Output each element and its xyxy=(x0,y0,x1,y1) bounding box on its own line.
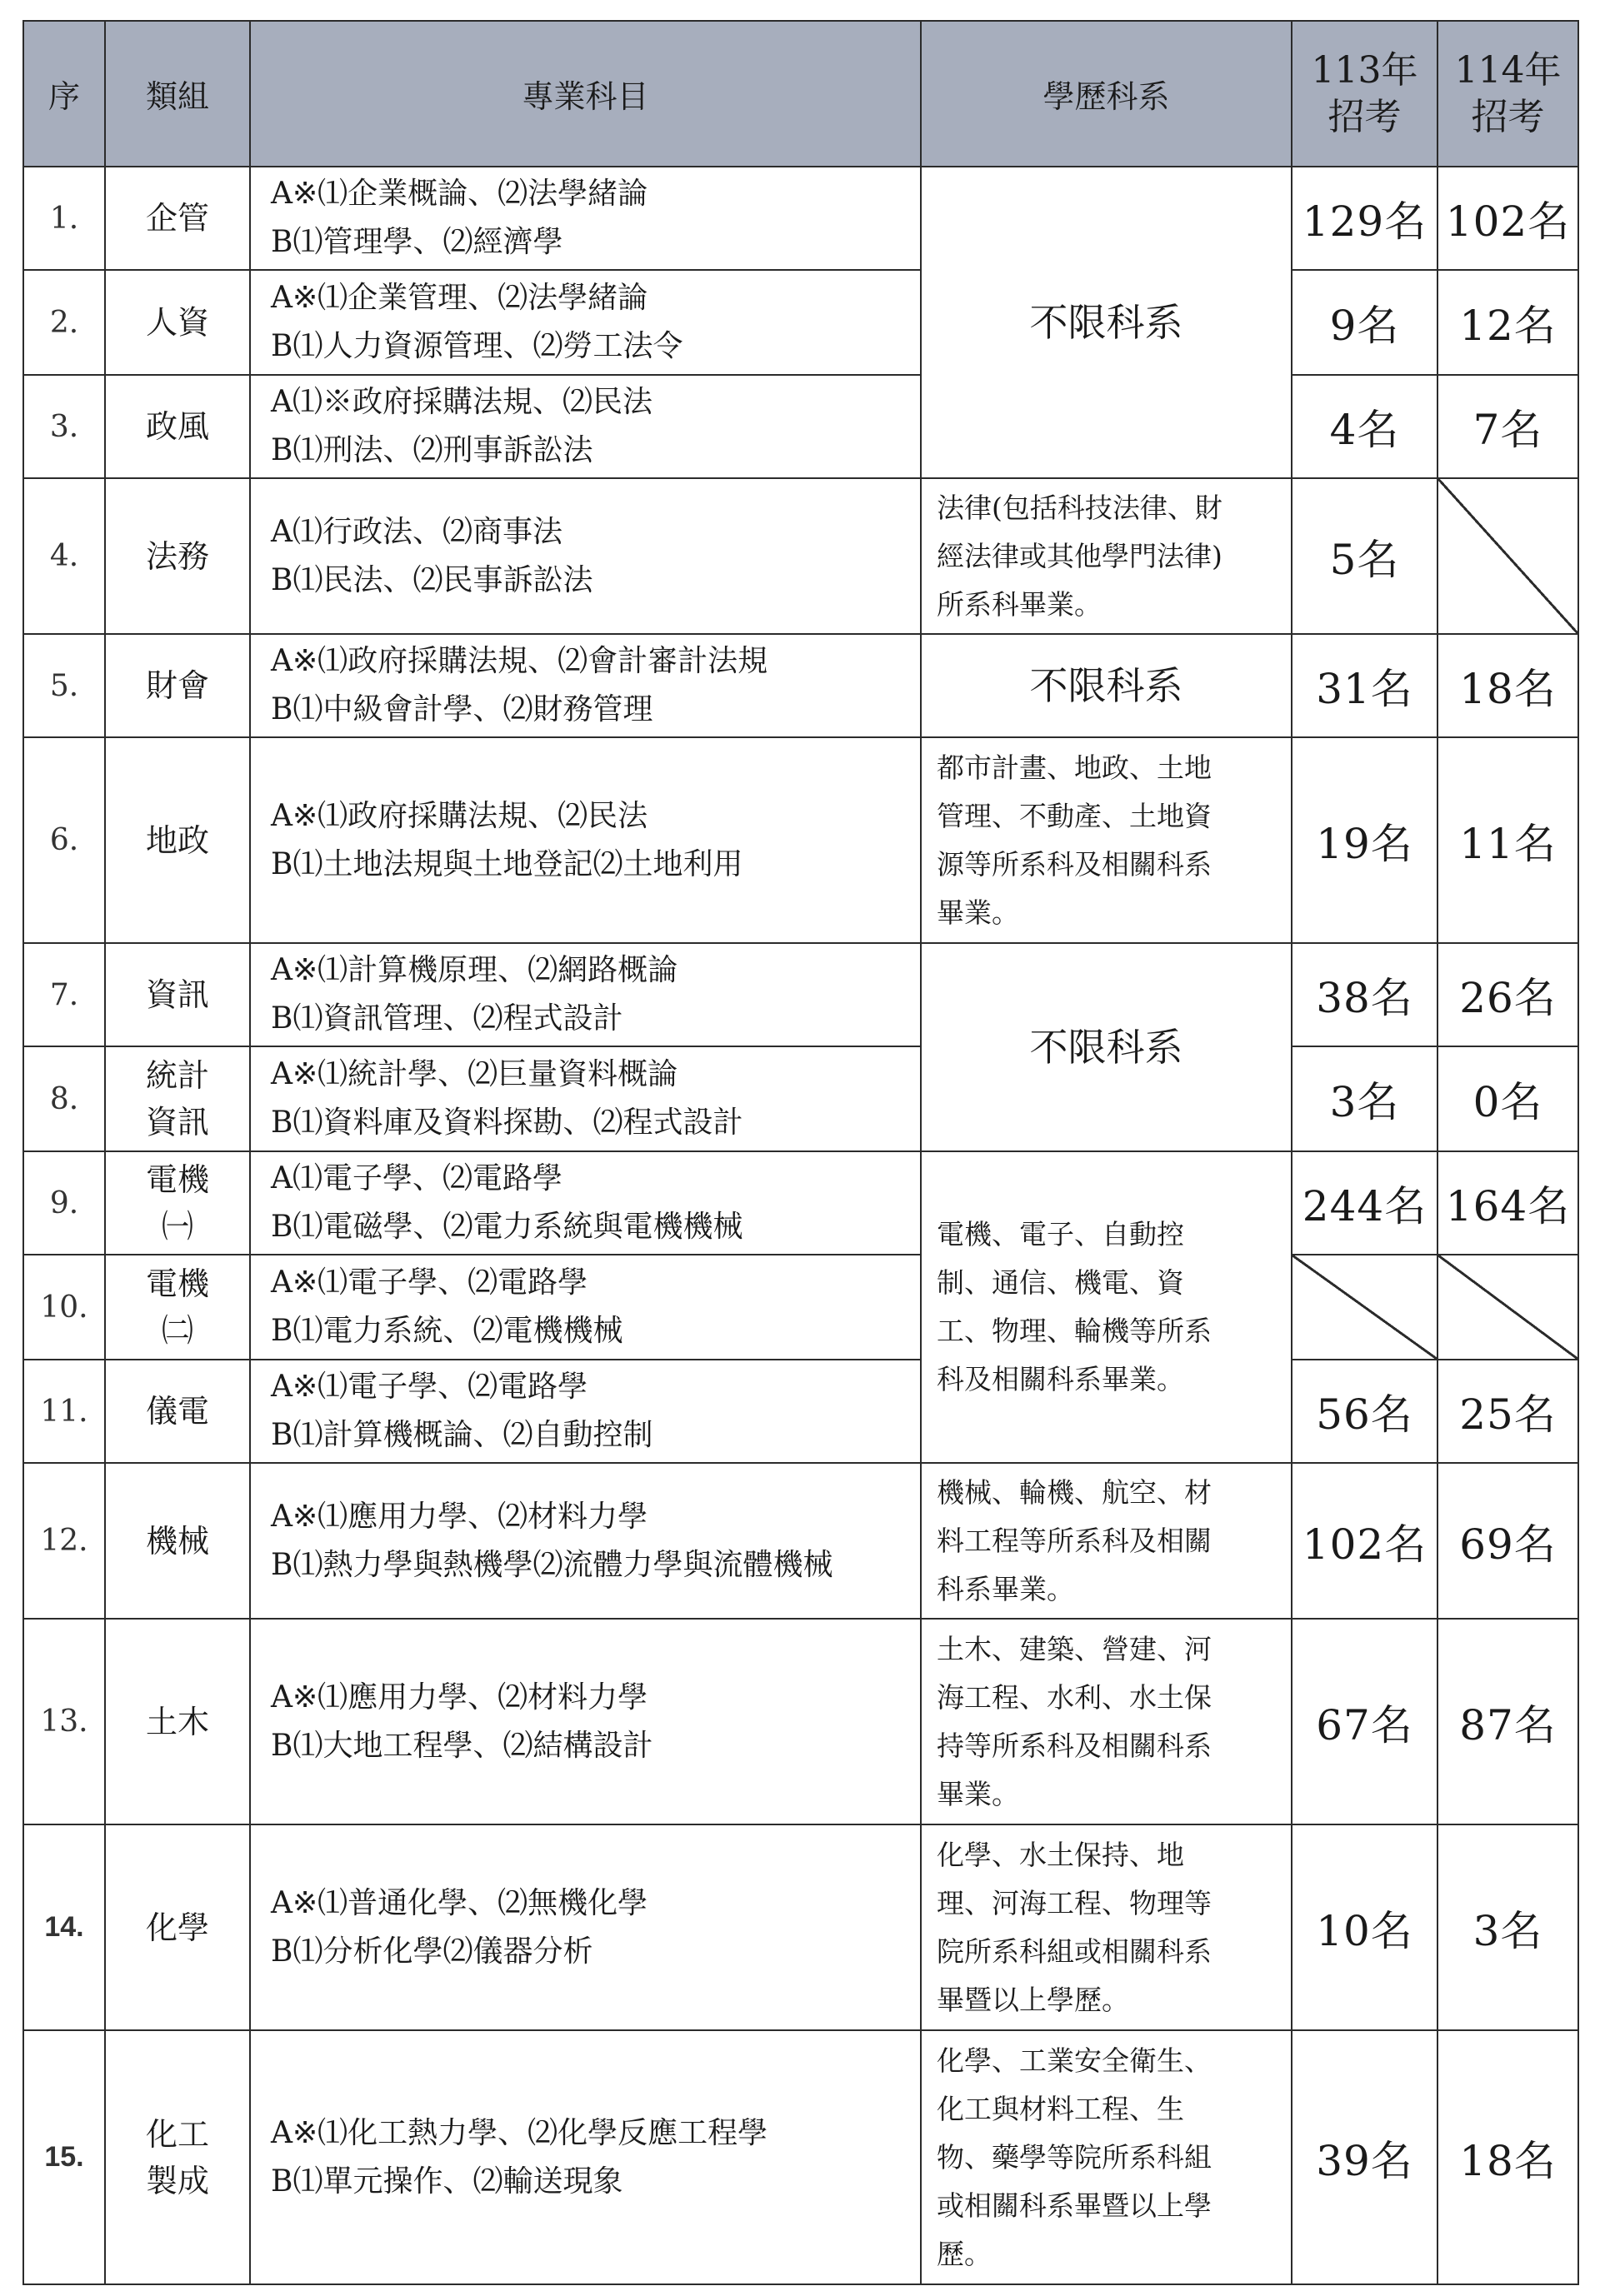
count-114: 3名 xyxy=(1438,1824,1578,2030)
count-114-not-applicable xyxy=(1438,478,1578,634)
seq-cell: 3. xyxy=(23,375,105,478)
subjects-cell: A※⑴企業概論、⑵法學緒論 B⑴管理學、⑵經濟學 xyxy=(250,167,921,270)
seq-cell: 14. xyxy=(23,1824,105,2030)
education-cell: 都市計畫、地政、土地 管理、不動產、土地資 源等所系科及相關科系 畢業。 xyxy=(921,737,1292,943)
count-114: 18名 xyxy=(1438,634,1578,737)
count-114: 12名 xyxy=(1438,270,1578,375)
count-113: 9名 xyxy=(1292,270,1438,375)
table-row xyxy=(23,270,1578,375)
count-114: 87名 xyxy=(1438,1619,1578,1824)
table-row xyxy=(23,375,1578,478)
subjects-cell: A※⑴統計學、⑵巨量資料概論 B⑴資料庫及資料探勘、⑵程式設計 xyxy=(250,1046,921,1151)
subjects-cell: A※⑴普通化學、⑵無機化學 B⑴分析化學⑵儀器分析 xyxy=(250,1824,921,2030)
education-cell: 土木、建築、營建、河 海工程、水利、水土保 持等所系科及相關科系 畢業。 xyxy=(921,1619,1292,1824)
subjects-cell: A⑴※政府採購法規、⑵民法 B⑴刑法、⑵刑事訴訟法 xyxy=(250,375,921,478)
count-114: 69名 xyxy=(1438,1463,1578,1619)
count-113: 67名 xyxy=(1292,1619,1438,1824)
group-cell: 統計 資訊 xyxy=(105,1046,250,1151)
subjects-cell: A⑴電子學、⑵電路學 B⑴電磁學、⑵電力系統與電機機械 xyxy=(250,1151,921,1255)
subjects-cell: A⑴行政法、⑵商事法 B⑴民法、⑵民事訴訟法 xyxy=(250,478,921,634)
count-113: 39名 xyxy=(1292,2030,1438,2284)
group-cell: 人資 xyxy=(105,270,250,375)
group-cell: 政風 xyxy=(105,375,250,478)
header-education: 學歷科系 xyxy=(921,21,1292,167)
group-cell: 機械 xyxy=(105,1463,250,1619)
count-113: 10名 xyxy=(1292,1824,1438,2030)
count-114: 164名 xyxy=(1438,1151,1578,1255)
count-113: 129名 xyxy=(1292,167,1438,270)
table-row xyxy=(23,1151,1578,1255)
header-114: 114年 招考 xyxy=(1438,21,1578,167)
group-cell: 儀電 xyxy=(105,1360,250,1463)
table-row xyxy=(23,1255,1578,1360)
subjects-cell: A※⑴企業管理、⑵法學緒論 B⑴人力資源管理、⑵勞工法令 xyxy=(250,270,921,375)
subjects-cell: A※⑴政府採購法規、⑵民法 B⑴土地法規與土地登記⑵土地利用 xyxy=(250,737,921,943)
group-cell: 地政 xyxy=(105,737,250,943)
count-114: 0名 xyxy=(1438,1046,1578,1151)
group-cell: 企管 xyxy=(105,167,250,270)
seq-cell: 13. xyxy=(23,1619,105,1824)
group-cell: 資訊 xyxy=(105,943,250,1046)
education-cell: 法律(包括科技法律、財 經法律或其他學門法律) 所系科畢業。 xyxy=(921,478,1292,634)
count-114: 102名 xyxy=(1438,167,1578,270)
seq-cell: 1. xyxy=(23,167,105,270)
table-header xyxy=(23,21,1578,167)
education-cell: 機械、輪機、航空、材 料工程等所系科及相關 科系畢業。 xyxy=(921,1463,1292,1619)
count-113: 19名 xyxy=(1292,737,1438,943)
group-cell: 化學 xyxy=(105,1824,250,2030)
count-113: 4名 xyxy=(1292,375,1438,478)
table-row xyxy=(23,478,1578,634)
count-114: 26名 xyxy=(1438,943,1578,1046)
group-cell: 電機 ㈡ xyxy=(105,1255,250,1360)
group-cell: 電機 ㈠ xyxy=(105,1151,250,1255)
table-row xyxy=(23,1824,1578,2030)
seq-cell: 8. xyxy=(23,1046,105,1151)
count-113-not-applicable xyxy=(1292,1255,1438,1360)
count-114: 18名 xyxy=(1438,2030,1578,2284)
subjects-cell: A※⑴化工熱力學、⑵化學反應工程學 B⑴單元操作、⑵輸送現象 xyxy=(250,2030,921,2284)
seq-cell: 4. xyxy=(23,478,105,634)
table-row xyxy=(23,634,1578,737)
header-group: 類組 xyxy=(105,21,250,167)
seq-cell: 15. xyxy=(23,2030,105,2284)
count-114: 25名 xyxy=(1438,1360,1578,1463)
count-113: 38名 xyxy=(1292,943,1438,1046)
count-113: 102名 xyxy=(1292,1463,1438,1619)
seq-cell: 9. xyxy=(23,1151,105,1255)
subjects-cell: A※⑴應用力學、⑵材料力學 B⑴熱力學與熱機學⑵流體力學與流體機械 xyxy=(250,1463,921,1619)
count-113: 3名 xyxy=(1292,1046,1438,1151)
education-cell: 不限科系 xyxy=(921,943,1292,1151)
count-113: 244名 xyxy=(1292,1151,1438,1255)
count-114: 11名 xyxy=(1438,737,1578,943)
seq-cell: 6. xyxy=(23,737,105,943)
header-subjects: 專業科目 xyxy=(250,21,921,167)
table-row xyxy=(23,1619,1578,1824)
table-row xyxy=(23,943,1578,1046)
subjects-cell: A※⑴電子學、⑵電路學 B⑴電力系統、⑵電機機械 xyxy=(250,1255,921,1360)
recruitment-table xyxy=(22,20,1579,2285)
count-114: 7名 xyxy=(1438,375,1578,478)
seq-cell: 5. xyxy=(23,634,105,737)
header-seq: 序 xyxy=(23,21,105,167)
subjects-cell: A※⑴應用力學、⑵材料力學 B⑴大地工程學、⑵結構設計 xyxy=(250,1619,921,1824)
table-row xyxy=(23,167,1578,270)
group-cell: 財會 xyxy=(105,634,250,737)
count-113: 31名 xyxy=(1292,634,1438,737)
table-row xyxy=(23,1046,1578,1151)
group-cell: 化工 製成 xyxy=(105,2030,250,2284)
seq-cell: 2. xyxy=(23,270,105,375)
group-cell: 法務 xyxy=(105,478,250,634)
subjects-cell: A※⑴計算機原理、⑵網路概論 B⑴資訊管理、⑵程式設計 xyxy=(250,943,921,1046)
count-113: 5名 xyxy=(1292,478,1438,634)
header-113: 113年 招考 xyxy=(1292,21,1438,167)
count-114-not-applicable xyxy=(1438,1255,1578,1360)
education-cell: 化學、工業安全衛生、 化工與材料工程、生 物、藥學等院所系科組 或相關科系畢暨以上學 歷。 xyxy=(921,2030,1292,2284)
count-113: 56名 xyxy=(1292,1360,1438,1463)
table-row xyxy=(23,1360,1578,1463)
education-cell: 不限科系 xyxy=(921,167,1292,478)
seq-cell: 10. xyxy=(23,1255,105,1360)
table-row xyxy=(23,737,1578,943)
seq-cell: 12. xyxy=(23,1463,105,1619)
seq-cell: 7. xyxy=(23,943,105,1046)
education-cell: 化學、水土保持、地 理、河海工程、物理等 院所系科組或相關科系 畢暨以上學歷。 xyxy=(921,1824,1292,2030)
education-cell: 電機、電子、自動控 制、通信、機電、資 工、物理、輪機等所系 科及相關科系畢業。 xyxy=(921,1151,1292,1463)
group-cell: 土木 xyxy=(105,1619,250,1824)
table-row xyxy=(23,2030,1578,2284)
education-cell: 不限科系 xyxy=(921,634,1292,737)
subjects-cell: A※⑴電子學、⑵電路學 B⑴計算機概論、⑵自動控制 xyxy=(250,1360,921,1463)
subjects-cell: A※⑴政府採購法規、⑵會計審計法規 B⑴中級會計學、⑵財務管理 xyxy=(250,634,921,737)
table-row xyxy=(23,1463,1578,1619)
seq-cell: 11. xyxy=(23,1360,105,1463)
